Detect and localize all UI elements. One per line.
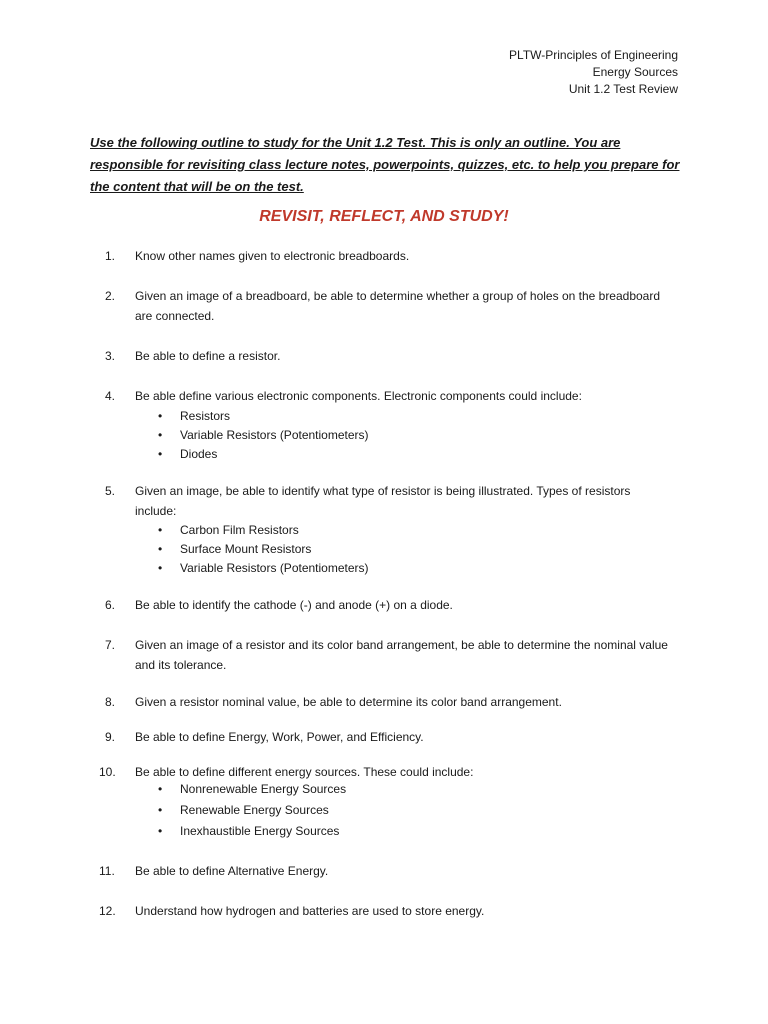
item-number: 4. [105, 389, 116, 403]
topic-title: Energy Sources [592, 65, 678, 79]
item-text: Understand how hydrogen and batteries are used to store energy. [135, 904, 485, 918]
item-text: Be able to define a resistor. [135, 349, 281, 363]
review-list: 1. Know other names given to electronic breadboards. 2. Given an image of a breadboard, be able to determine whether a group of holes on the breadboard are connected. 3. Be able to define a resistor. 4. Be able define various electronic components. Electronic components could include: • Resistors • Variable Resistors (Potentiometers) • Diodes 5. Given an image, be able to identify what type of resistor is being illustrated. Types of resistors include: • Carbon Film Resistors • Surface Mount Resistors • Variable Resistors (Potentiometers) 6. Be able to identify the cathode (-) and anode (+) on a diode. 7. Given an image of a resistor and its color band arrangement, be able to determine the nominal value and its tolerance. 8. Given a resistor nominal value, be able to determine its color band arrangement. 9. Be able to define Energy, Work, Power, and Efficiency. 10. Be able to define different energy sources. These could include: • Nonrenewable Energy Sources • Renewable Energy Sources • Inexhaustible Energy Sources 11. Be able to define Alternative Energy. 12. Understand how hydrogen and batteries are used to store energy. [0, 0, 768, 1024]
intro-paragraph: Use the following outline to study for the Unit 1.2 Test. This is only an outline. You are responsible for revisiting class lecture notes, powerpoints, quizzes, etc. to help you prepare for the content that will be on the test. [90, 135, 680, 194]
item-text: Be able to define Energy, Work, Power, and Efficiency. [135, 730, 424, 744]
item-number: 1. [105, 249, 116, 263]
item-number: 5. [105, 484, 116, 498]
item-number: 11. [99, 864, 115, 878]
item-number: 3. [105, 349, 116, 363]
bullet-icon: • [158, 523, 163, 537]
bullet-icon: • [158, 803, 163, 817]
item-text: Be able define various electronic components. Electronic components could include: [135, 389, 582, 403]
bullet-icon: • [158, 782, 163, 796]
item-number: 7. [105, 638, 116, 652]
item-number: 10. [99, 765, 116, 779]
item-text: Be able to define Alternative Energy. [135, 864, 329, 878]
item-number: 2. [105, 289, 116, 303]
document-title: Unit 1.2 Test Review [568, 82, 678, 96]
item-number: 12. [99, 904, 116, 918]
bullet-icon: • [158, 824, 163, 838]
bullet-icon: • [158, 447, 163, 461]
item-number: 6. [105, 598, 116, 612]
item-text: Given an image, be able to identify what type of resistor is being illustrated. Types of resistors include: [135, 484, 631, 518]
item-text: Be able to identify the cathode (-) and anode (+) on a diode. [135, 598, 453, 612]
bullet-icon: • [158, 542, 163, 556]
page-heading: REVISIT, REFLECT, AND STUDY! [259, 208, 509, 225]
bullet-icon: • [158, 409, 163, 423]
course-title: PLTW-Principles of Engineering [509, 48, 678, 62]
item-text: Given a resistor nominal value, be able to determine its color band arrangement. [135, 695, 562, 709]
item-number: 9. [105, 730, 116, 744]
item-text: Be able to define different energy sources. These could include: [135, 765, 474, 779]
item-text: Given an image of a resistor and its color band arrangement, be able to determine the nominal value and its tolerance. [135, 638, 668, 672]
item-number: 8. [105, 695, 116, 709]
bullet-icon: • [158, 561, 163, 575]
item-text: Given an image of a breadboard, be able to determine whether a group of holes on the breadboard are connected. [135, 289, 661, 323]
item-text: Know other names given to electronic breadboards. [135, 249, 410, 263]
bullet-icon: • [158, 428, 163, 442]
